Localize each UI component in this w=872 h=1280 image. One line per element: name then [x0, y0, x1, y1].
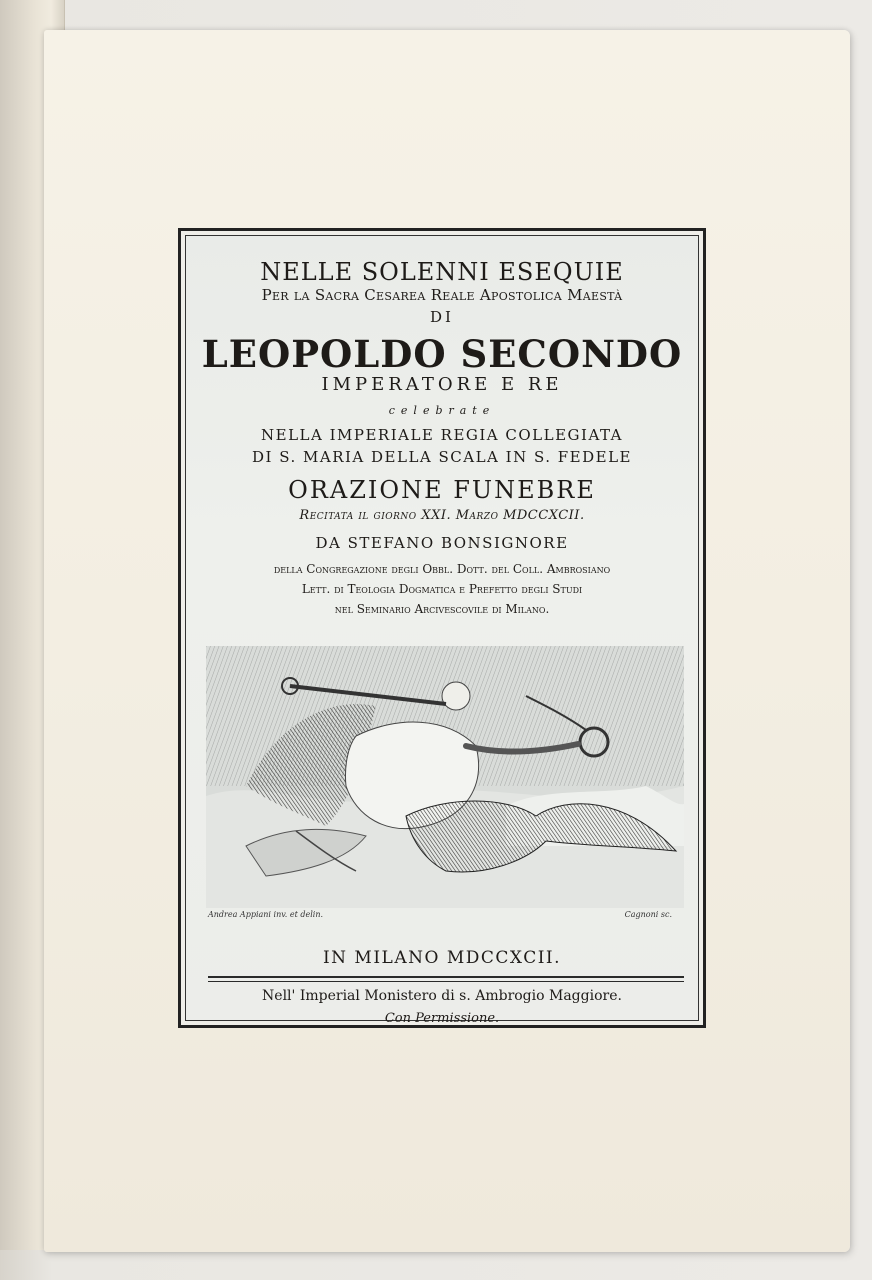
imprint-printer: Nell' Imperial Monistero di s. Ambrogio Maggiore.	[262, 988, 622, 1004]
imprint-place-date: IN MILANO MDCCXCII.	[322, 948, 562, 968]
engraving-credit-designer: Andrea Appiani inv. et delin.	[208, 910, 324, 919]
celebrate-line: celebrate	[388, 404, 496, 417]
imprint-rule-thin	[208, 981, 684, 982]
author-line: DA STEFANO BONSIGNORE	[315, 534, 569, 552]
dedication-line: Per la Sacra Cesarea Reale Apostolica Maestà	[261, 286, 623, 304]
emperor-rank: IMPERATORE E RE	[321, 374, 563, 395]
title-plate-inner-frame	[185, 235, 699, 1026]
title-plate	[178, 228, 706, 1028]
heading: NELLE SOLENNI ESEQUIE	[260, 258, 624, 286]
di-line: DI	[430, 308, 454, 326]
recited-line: Recitata il giorno XXI. Marzo MDCCXCII.	[299, 508, 585, 523]
work-title: ORAZIONE FUNEBRE	[288, 476, 596, 504]
affiliation-line-3: nel Seminario Arcivescovile di Milano.	[334, 602, 550, 616]
engraving-credit-engraver: Cagnoni sc.	[624, 910, 672, 919]
location-line-1: NELLA IMPERIALE REGIA COLLEGIATA	[261, 426, 623, 444]
affiliation-line-1: della Congregazione degli Obbl. Dott. del Coll. Ambrosiano	[273, 562, 611, 576]
location-line-2: DI S. MARIA DELLA SCALA IN S. FEDELE	[252, 448, 632, 466]
imprint-rule-thick	[208, 976, 684, 978]
engraving-fame-on-eagle	[206, 646, 684, 908]
imprint-permission: Con Permissione.	[384, 1011, 500, 1026]
affiliation-line-2: Lett. di Teologia Dogmatica e Prefetto degli Studi	[301, 582, 583, 596]
emperor-name: LEOPOLDO SECONDO	[201, 332, 683, 376]
engraving-illustration	[206, 646, 684, 908]
